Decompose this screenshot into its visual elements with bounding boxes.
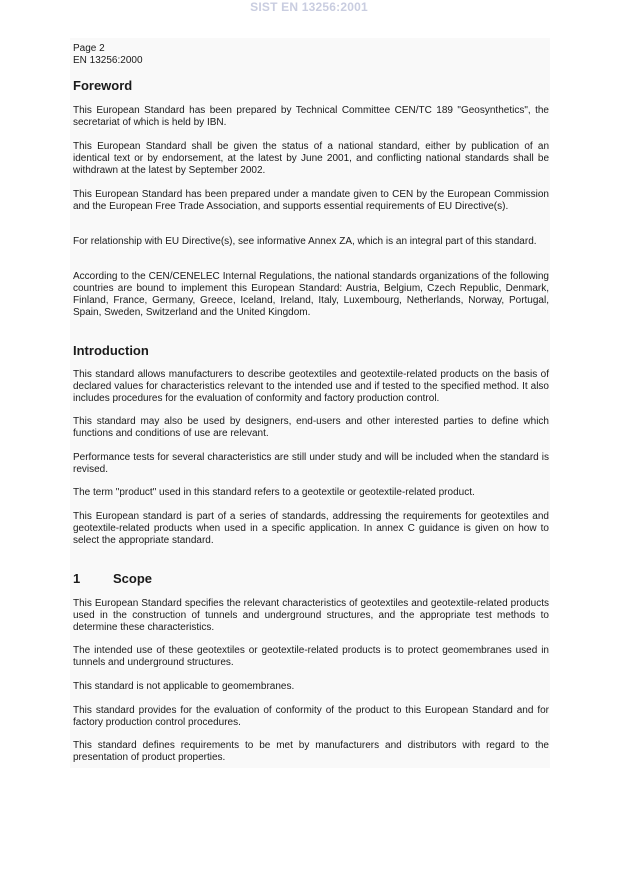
scope-paragraph: This European Standard specifies the relevant characteristics of geotextiles and geotextile-related products used in the construction of tunnels and underground structures, and the appropriate test methods to determine these characteristics. <box>73 598 549 633</box>
introduction-paragraph: The term "product" used in this standard refers to a geotextile or geotextile-related product. <box>73 487 475 498</box>
introduction-paragraph: This standard allows manufacturers to describe geotextiles and geotextile-related products on the basis of declared values for characteristics relevant to the intended use and if tested to the specified method. It also includes procedures for the evaluation of conformity and factory production control. <box>73 369 549 404</box>
scope-paragraph: This standard defines requirements to be met by manufacturers and distributors with regard to the presentation of product properties. <box>73 740 549 763</box>
foreword-paragraph: This European Standard has been prepared by Technical Committee CEN/TC 189 "Geosynthetics", the secretariat of which is held by IBN. <box>73 105 549 128</box>
scope-paragraph: The intended use of these geotextiles or geotextile-related products is to protect geomembranes used in tunnels and underground structures. <box>73 645 549 668</box>
scope-paragraph: This standard provides for the evaluation of conformity of the product to this European Standard and for factory production control procedures. <box>73 705 549 728</box>
document-number: EN 13256:2000 <box>73 55 143 66</box>
introduction-paragraph: This European standard is part of a series of standards, addressing the requirements for geotextiles and geotextile-related products when used in a specific application. In annex C guidance is given on how to select the appropriate standard. <box>73 511 549 546</box>
introduction-heading: Introduction <box>73 343 149 358</box>
scope-heading <box>73 571 549 587</box>
foreword-paragraph: According to the CEN/CENELEC Internal Regulations, the national standards organizations of the following countries are bound to implement this European Standard: Austria, Belgium, Czech Republic, Denmark, Finland, France, Germany, Greece, Iceland, Ireland, Italy, Luxembourg, Netherlands, Norway, Portugal, Spain, Sweden, Switzerland and the United Kingdom. <box>73 271 549 318</box>
foreword-paragraph: This European Standard shall be given the status of a national standard, either by publication of an identical text or by endorsement, at the latest by June 2001, and conflicting national standards shall be withdrawn at the latest by September 2002. <box>73 141 549 176</box>
scope-paragraph: This standard is not applicable to geomembranes. <box>73 681 295 692</box>
foreword-paragraph: For relationship with EU Directive(s), see informative Annex ZA, which is an integral part of this standard. <box>73 236 537 247</box>
introduction-paragraph: This standard may also be used by designers, end-users and other interested parties to define which functions and conditions of use are relevant. <box>73 416 549 439</box>
foreword-paragraph: This European Standard has been prepared under a mandate given to CEN by the European Commission and the European Free Trade Association, and supports essential requirements of EU Directive(s). <box>73 189 549 212</box>
introduction-paragraph: Performance tests for several characteristics are still under study and will be included when the standard is revised. <box>73 452 549 475</box>
watermark: SIST EN 13256:2001 <box>250 0 368 14</box>
page-number: Page 2 <box>73 43 105 54</box>
section-number: 1 <box>73 571 81 586</box>
section-title: Scope <box>113 571 153 586</box>
foreword-heading: Foreword <box>73 78 133 93</box>
